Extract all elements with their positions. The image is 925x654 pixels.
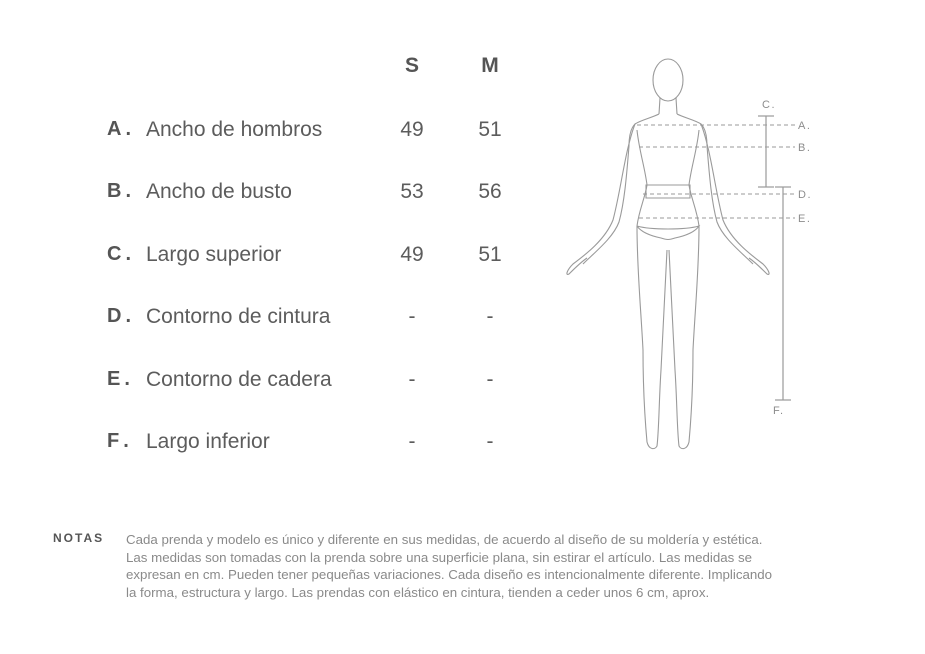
size-header-m: M <box>481 54 499 77</box>
value-m: - <box>486 305 494 328</box>
figure-label-e: E. <box>798 213 812 225</box>
figure-label-f: F. <box>773 405 785 417</box>
measure-row-a <box>0 118 560 148</box>
figure-label-d: D. <box>798 189 812 201</box>
figure-label-a: A. <box>798 120 812 132</box>
notes-body <box>126 531 886 601</box>
row-letter: E . <box>107 368 131 390</box>
row-letter: C . <box>107 243 133 265</box>
mannequin-outline <box>567 59 769 449</box>
measure-row-f <box>0 430 560 460</box>
notes-line: expresan en cm. Pueden tener pequeñas variaciones. Cada diseño es intencionalmente diferente. Implicando <box>126 567 773 582</box>
measurement-guides <box>637 125 795 218</box>
notes-line: Cada prenda y modelo es único y diferente en sus medidas, de acuerdo al diseño de su moldería y estética. <box>126 532 763 547</box>
measure-row-d <box>0 305 560 335</box>
row-label: Ancho de busto <box>146 180 292 203</box>
measure-row-e <box>0 368 560 398</box>
row-label: Largo superior <box>146 243 282 266</box>
measure-row-b <box>0 180 560 210</box>
measure-row-c <box>0 243 560 273</box>
value-s: - <box>408 305 416 328</box>
row-label: Ancho de hombros <box>146 118 323 141</box>
body-measurement-figure <box>555 50 825 460</box>
figure-label-c: C. <box>762 99 776 111</box>
row-label: Contorno de cintura <box>146 305 331 328</box>
value-s: - <box>408 430 416 453</box>
value-m: 56 <box>478 180 502 203</box>
value-s: 53 <box>400 180 424 203</box>
value-m: - <box>486 368 494 391</box>
notes-title: NOTAS <box>53 531 105 545</box>
row-letter: F . <box>107 430 130 452</box>
row-label: Largo inferior <box>146 430 270 453</box>
row-label: Contorno de cadera <box>146 368 332 391</box>
value-m: 51 <box>478 118 502 141</box>
value-s: 49 <box>400 118 424 141</box>
figure-label-b: B. <box>798 142 812 154</box>
row-letter: B . <box>107 180 133 202</box>
measurement-bars <box>758 116 791 400</box>
row-letter: A . <box>107 118 133 140</box>
value-s: 49 <box>400 243 424 266</box>
notes-line: Las medidas son tomadas con la prenda sobre una superficie plana, sin estirar el artículo. Las medidas se <box>126 549 753 565</box>
row-letter: D . <box>107 305 133 327</box>
notes-line: la forma, estructura y largo. Las prendas con elástico en cintura, tienden a ceder unos 6 cm, aprox. <box>126 584 710 600</box>
value-m: - <box>486 430 494 453</box>
size-header-s: S <box>404 54 419 77</box>
value-m: 51 <box>478 243 502 266</box>
value-s: - <box>408 368 416 391</box>
